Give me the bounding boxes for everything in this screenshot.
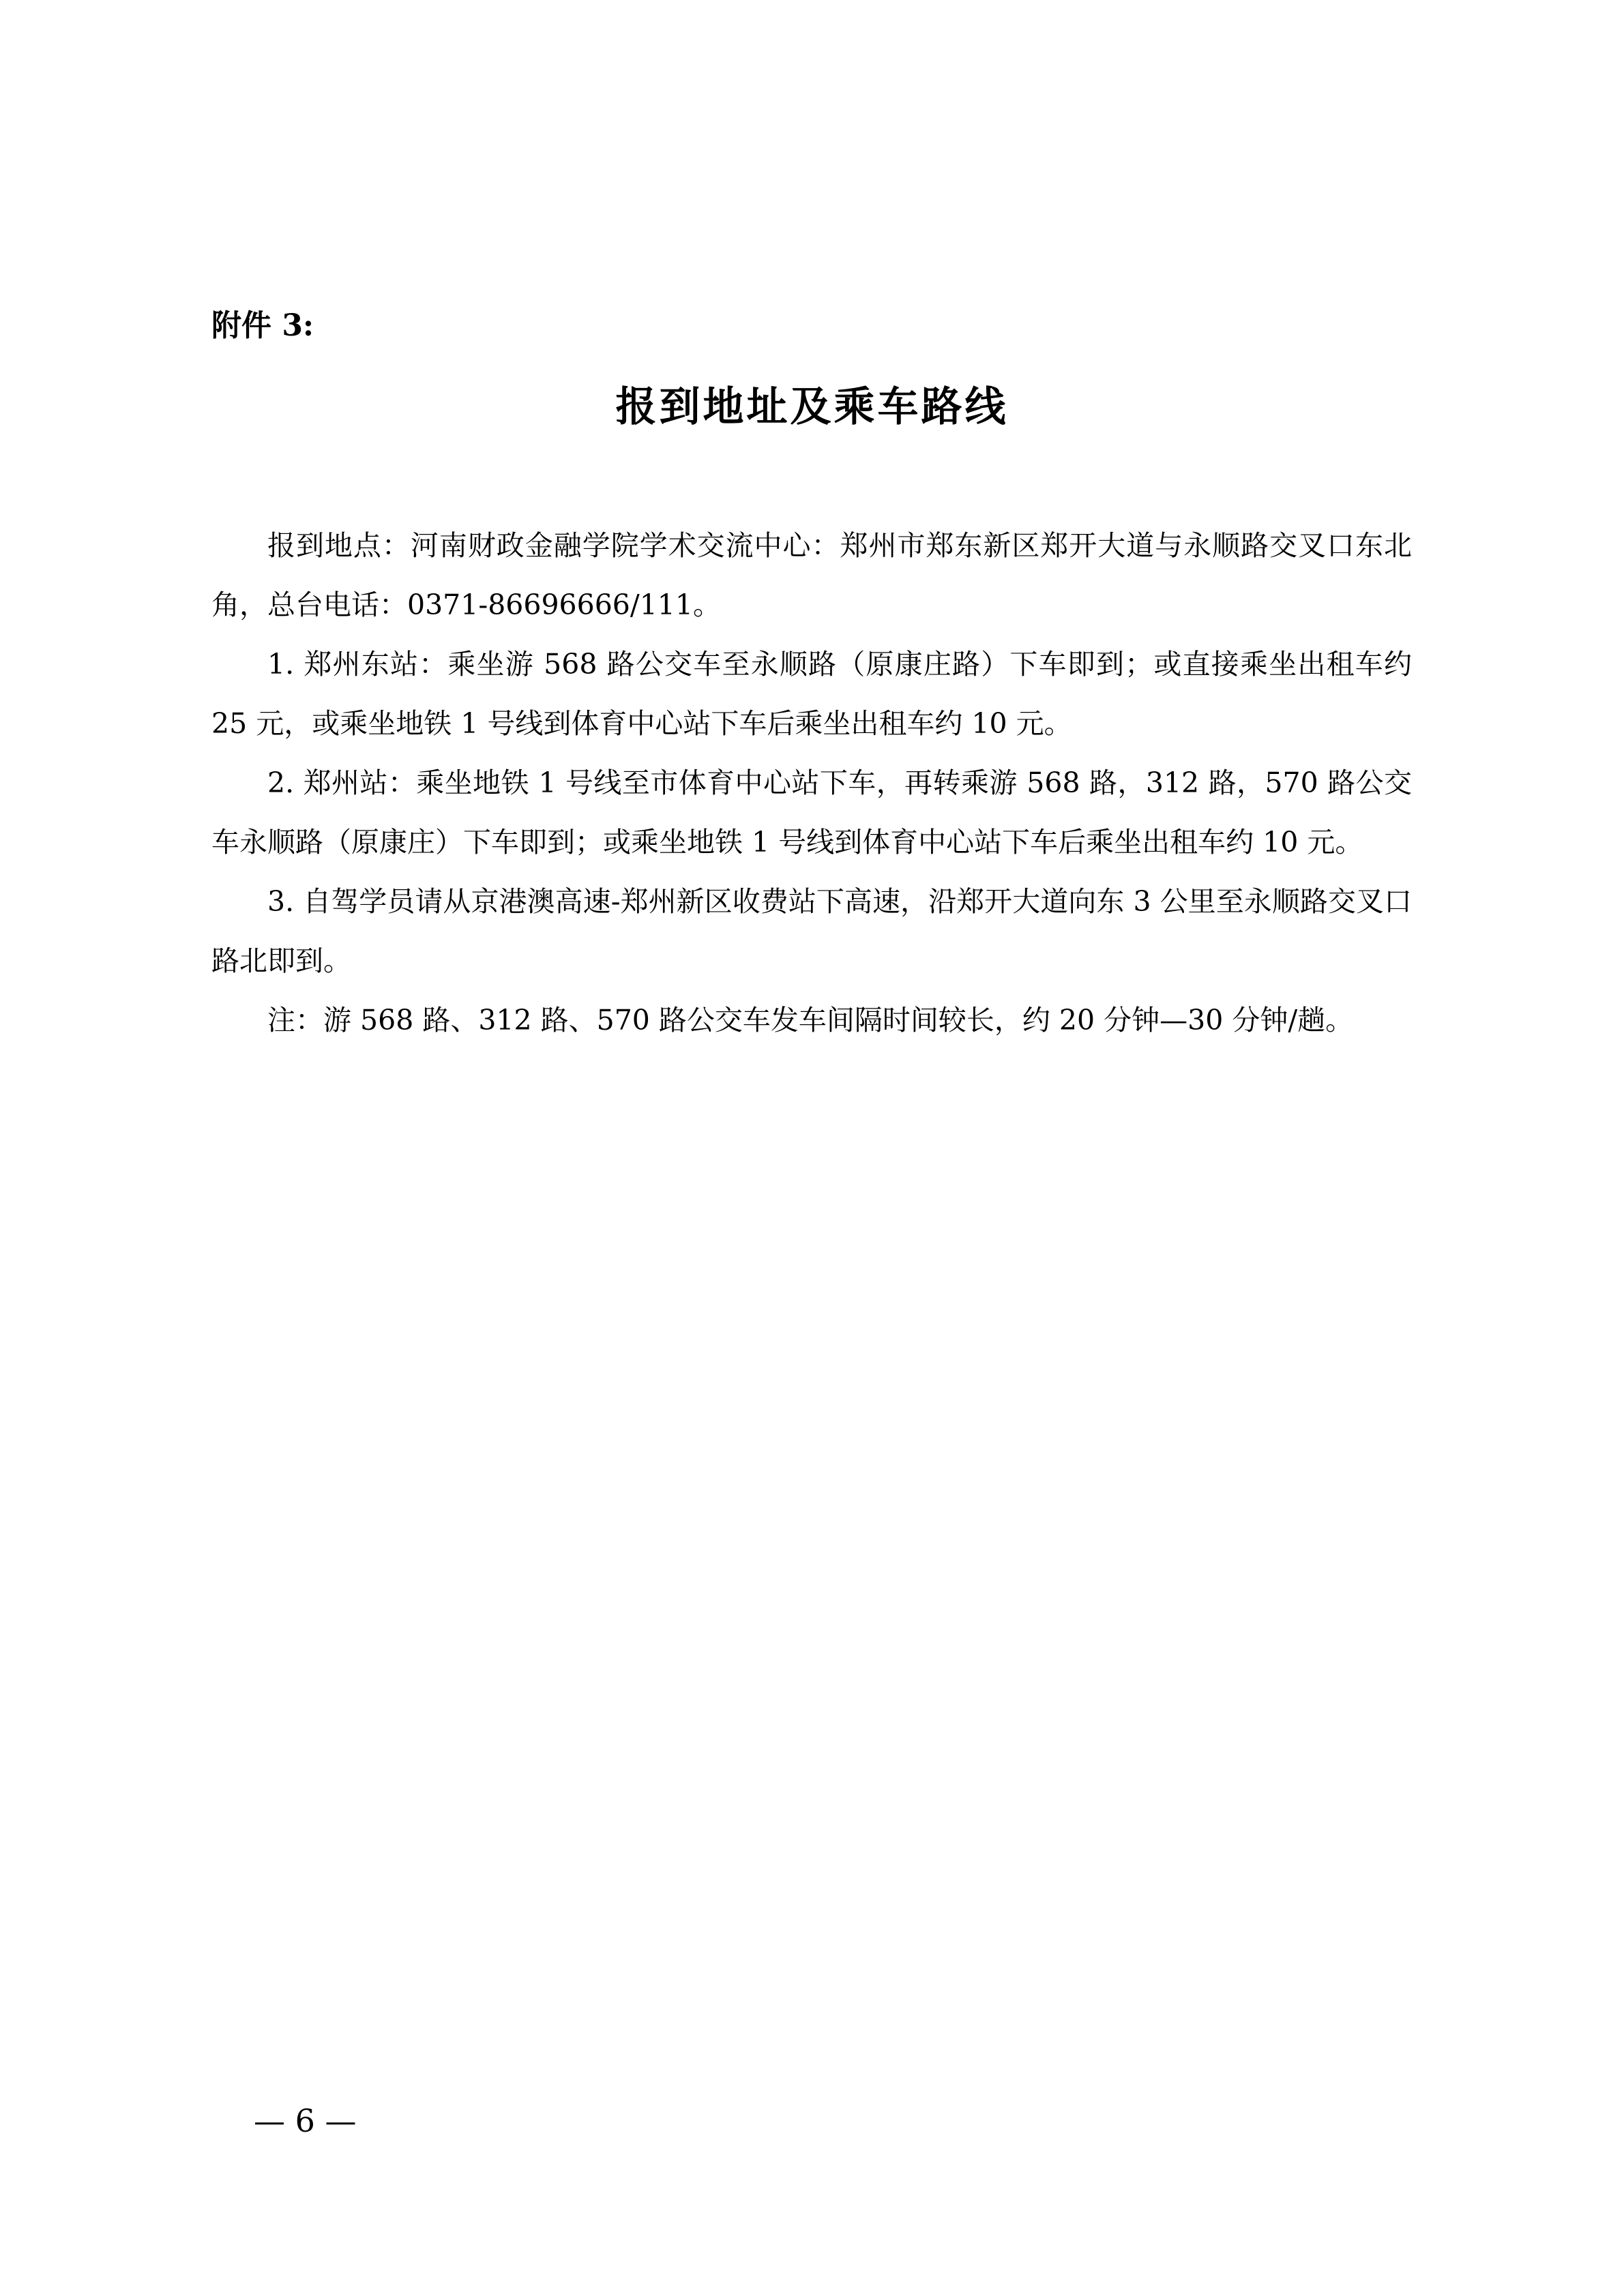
page-number: — 6 —	[254, 2102, 357, 2139]
attachment-label: 附件 3:	[211, 308, 314, 343]
paragraph-route-zhengzhou-station: 2. 郑州站：乘坐地铁 1 号线至市体育中心站下车，再转乘游 568 路，312 路，570 路公交车永顺路（原康庄）下车即到；或乘坐地铁 1 号线到体育中心站下车后乘坐出租车约 10 元。	[211, 766, 1412, 859]
paragraph-note: 注：游 568 路、312 路、570 路公交车发车间隔时间较长，约 20 分钟—30 分钟/趟。	[267, 1004, 1354, 1037]
document-title: 报到地址及乘车路线	[615, 383, 1009, 431]
paragraph-registration-location: 报到地点：河南财政金融学院学术交流中心：郑州市郑东新区郑开大道与永顺路交叉口东北角，总台电话：0371-86696666/111。	[211, 529, 1412, 621]
paragraph-route-self-driving: 3. 自驾学员请从京港澳高速-郑州新区收费站下高速，沿郑开大道向东 3 公里至永顺路交叉口路北即到。	[211, 885, 1412, 977]
document-body	[211, 516, 1421, 1050]
paragraph-route-zhengzhou-east: 1. 郑州东站：乘坐游 568 路公交车至永顺路（原康庄路）下车即到；或直接乘坐出租车约 25 元，或乘坐地铁 1 号线到体育中心站下车后乘坐出租车约 10 元。	[211, 648, 1421, 740]
